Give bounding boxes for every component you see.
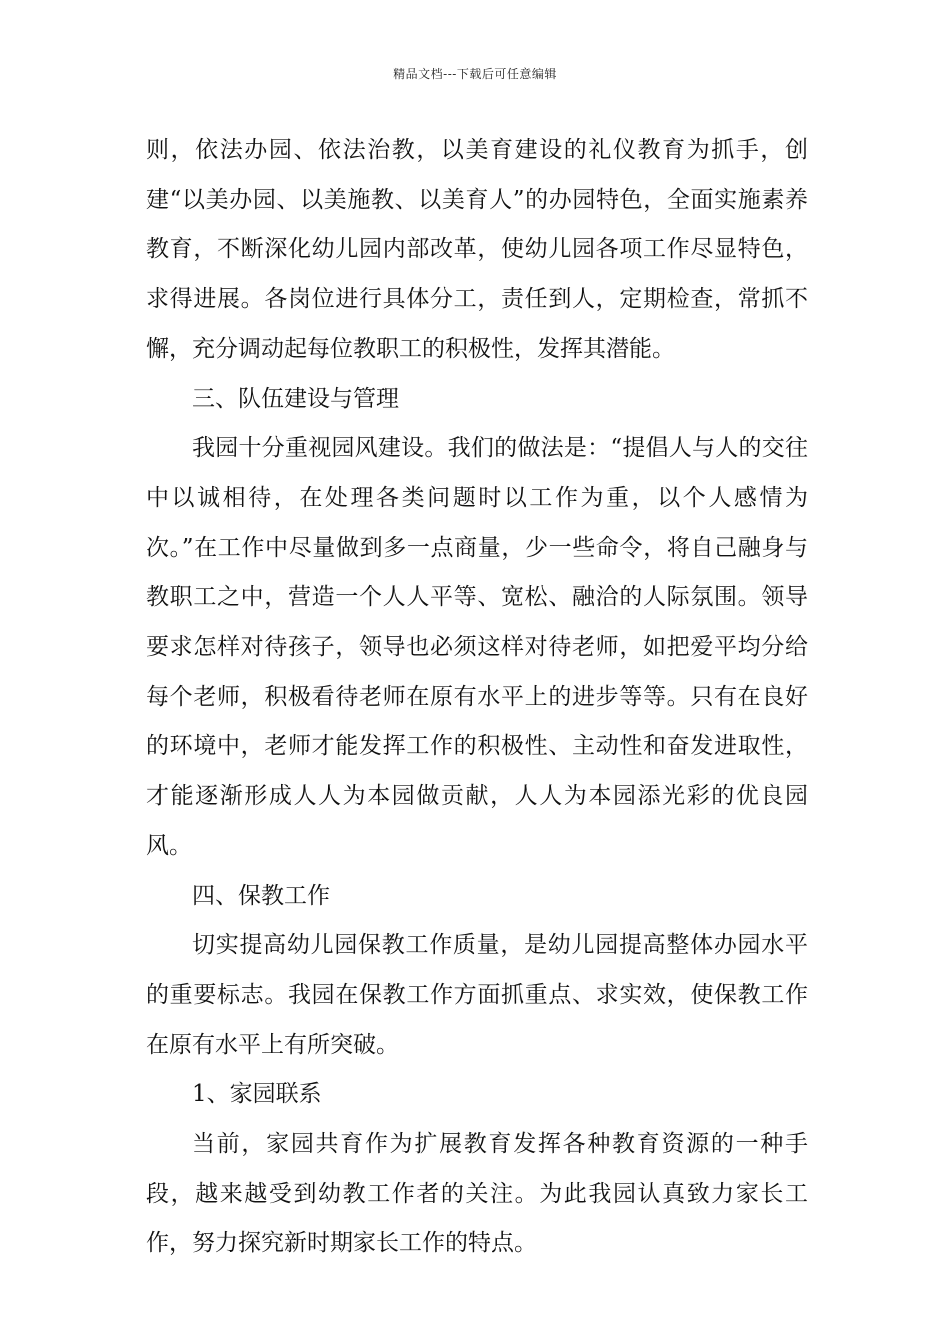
- document-body: [146, 126, 808, 1269]
- subsection-heading-home-school: 1、家园联系: [192, 1081, 322, 1108]
- paragraph-team-building: 我园十分重视园风建设。我们的做法是：“提倡人与人的交往中以诚相待，在处理各类问题时以工作为重，以个人感情为次。”在工作中尽量做到多一点商量，少一些命令，将自己融身与教职工之中，营造一个人人平等、宽松、融洽的人际氛围。领导要求怎样对待孩子，领导也必须这样对待老师，如把爱平均分给每个老师，积极看待老师在原有水平上的进步等等。只有在良好的环境中，老师才能发挥工作的积极性、主动性和奋发进取性，才能逐渐形成人人为本园做贡献，人人为本园添光彩的优良园风。: [146, 435, 808, 859]
- section-heading-care-education: 四、保教工作: [192, 882, 330, 909]
- paragraph-care-education: 切实提高幼儿园保教工作质量，是幼儿园提高整体办园水平的重要标志。我园在保教工作方面抓重点、求实效，使保教工作在原有水平上有所突破。: [146, 932, 808, 1058]
- section-heading-team-building: 三、队伍建设与管理: [192, 385, 399, 412]
- paragraph-management-principles: 则，依法办园、依法治教，以美育建设的礼仪教育为抓手，创建“以美办园、以美施教、以美育人”的办园特色，全面实施素养教育，不断深化幼儿园内部改革，使幼儿园各项工作尽显特色，求得进展。各岗位进行具体分工，责任到人，定期检查，常抓不懈，充分调动起每位教职工的积极性，发挥其潜能。: [146, 137, 808, 362]
- page-header: 精品文档---下载后可任意编辑: [393, 67, 557, 81]
- paragraph-home-school: 当前，家园共育作为扩展教育发挥各种教育资源的一种手段，越来越受到幼教工作者的关注。为此我园认真致力家长工作，努力探究新时期家长工作的特点。: [146, 1131, 808, 1257]
